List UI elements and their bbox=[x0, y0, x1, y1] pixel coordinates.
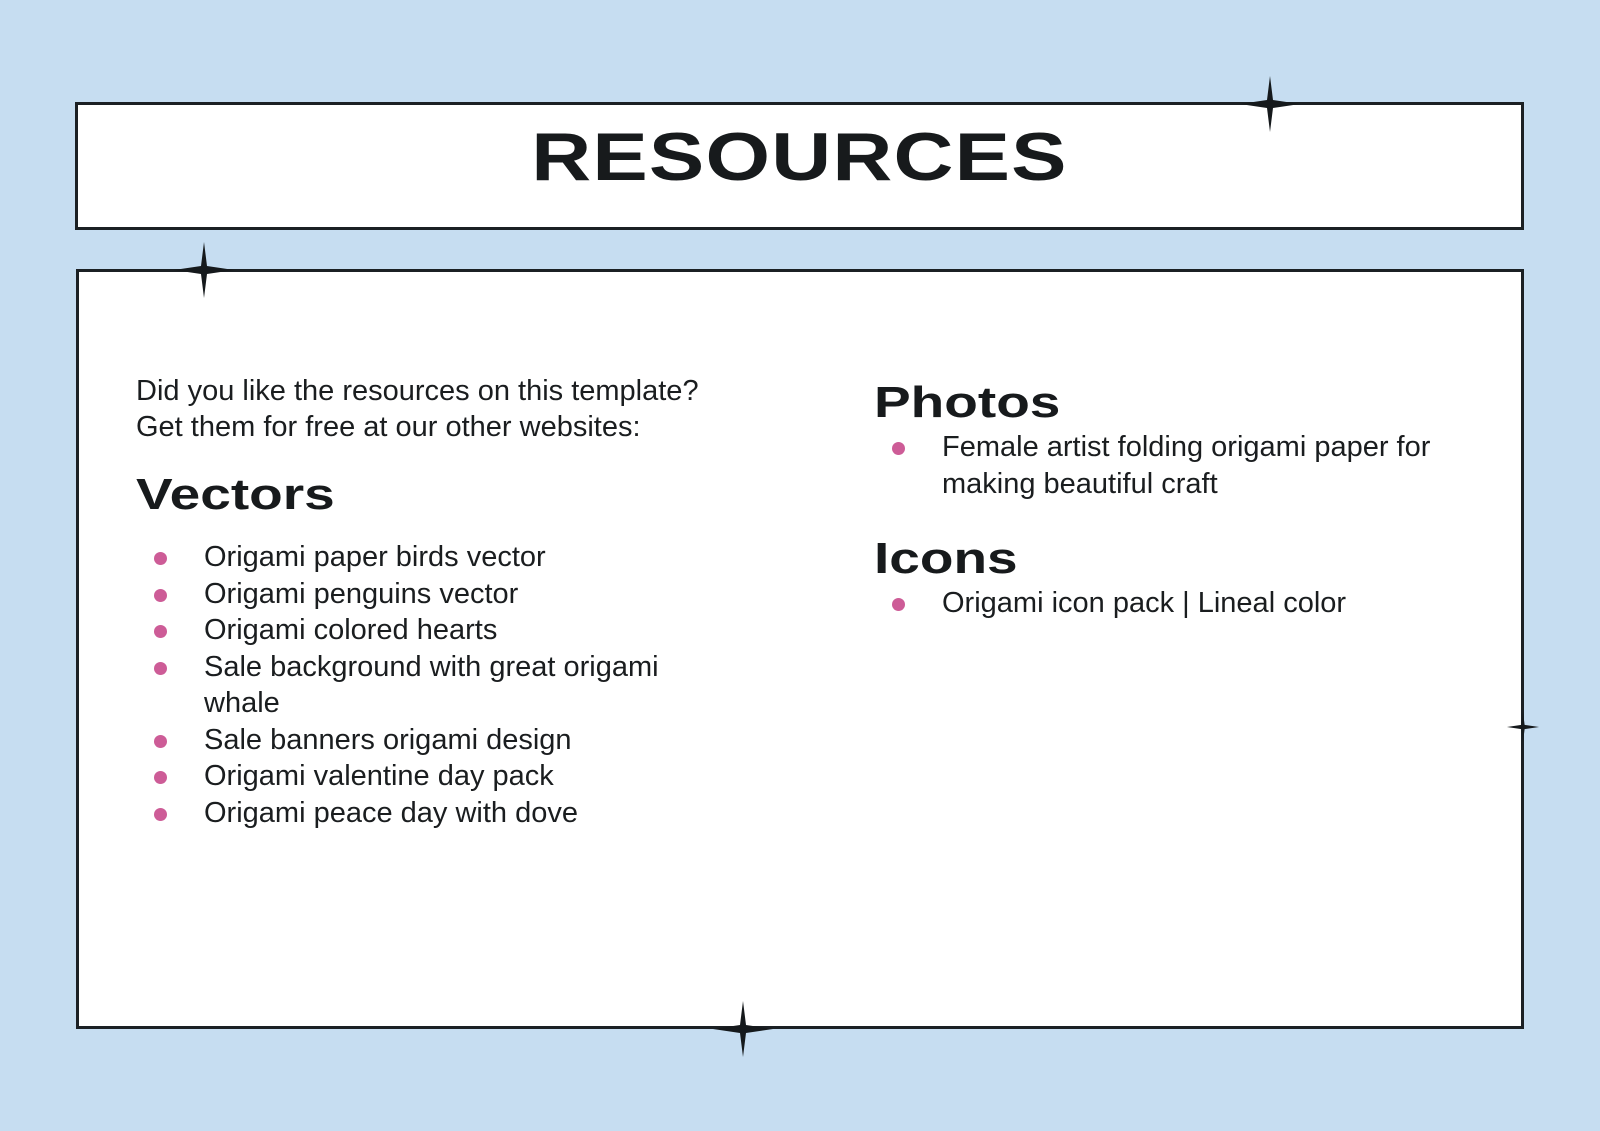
list-item-label: Sale banners origami design bbox=[204, 723, 572, 756]
list-item-label: Origami valentine day pack bbox=[204, 760, 554, 792]
list-item[interactable] bbox=[136, 612, 716, 649]
bullet-icon bbox=[154, 589, 167, 602]
list-item[interactable] bbox=[874, 585, 1494, 622]
bullet-icon bbox=[154, 662, 167, 675]
list-item[interactable] bbox=[136, 649, 716, 722]
list-item-label: Sale background with great origami whale bbox=[204, 650, 659, 719]
list-item[interactable] bbox=[136, 795, 716, 832]
page-title: RESOURCES bbox=[531, 119, 1068, 195]
list-item[interactable] bbox=[136, 758, 716, 795]
photos-list bbox=[874, 429, 1494, 502]
list-item-label: Origami penguins vector bbox=[204, 577, 519, 610]
bullet-icon bbox=[154, 552, 167, 565]
vectors-list bbox=[136, 539, 716, 831]
section-heading-icons: Icons bbox=[874, 534, 1018, 583]
intro-line-2: Get them for free at our other websites: bbox=[136, 411, 641, 443]
title-banner bbox=[75, 102, 1524, 230]
intro-line-1: Did you like the resources on this template? bbox=[136, 375, 699, 407]
list-item-label: Origami peace day with dove bbox=[204, 796, 578, 829]
section-heading-vectors: Vectors bbox=[136, 470, 335, 519]
list-item[interactable] bbox=[874, 429, 1494, 502]
bullet-icon bbox=[154, 808, 167, 821]
intro-text bbox=[136, 373, 836, 445]
sparkle-star-icon bbox=[1503, 712, 1543, 742]
bullet-icon bbox=[892, 442, 905, 455]
bullet-icon bbox=[154, 771, 167, 784]
list-item-label: Origami paper birds vector bbox=[204, 541, 546, 573]
list-item[interactable] bbox=[136, 722, 716, 759]
list-item[interactable] bbox=[136, 576, 716, 613]
bullet-icon bbox=[154, 735, 167, 748]
bullet-icon bbox=[154, 625, 167, 638]
sparkle-star-icon bbox=[174, 242, 234, 298]
list-item-label: Origami colored hearts bbox=[204, 614, 498, 646]
icons-list bbox=[874, 585, 1494, 622]
list-item-label: Female artist folding origami paper for making beautiful craft bbox=[942, 431, 1431, 500]
list-item[interactable] bbox=[136, 539, 716, 576]
bullet-icon bbox=[892, 598, 905, 611]
sparkle-star-icon bbox=[713, 1001, 773, 1057]
list-item-label: Origami icon pack | Lineal color bbox=[942, 587, 1347, 619]
section-heading-photos: Photos bbox=[874, 378, 1061, 427]
sparkle-star-icon bbox=[1240, 76, 1300, 132]
